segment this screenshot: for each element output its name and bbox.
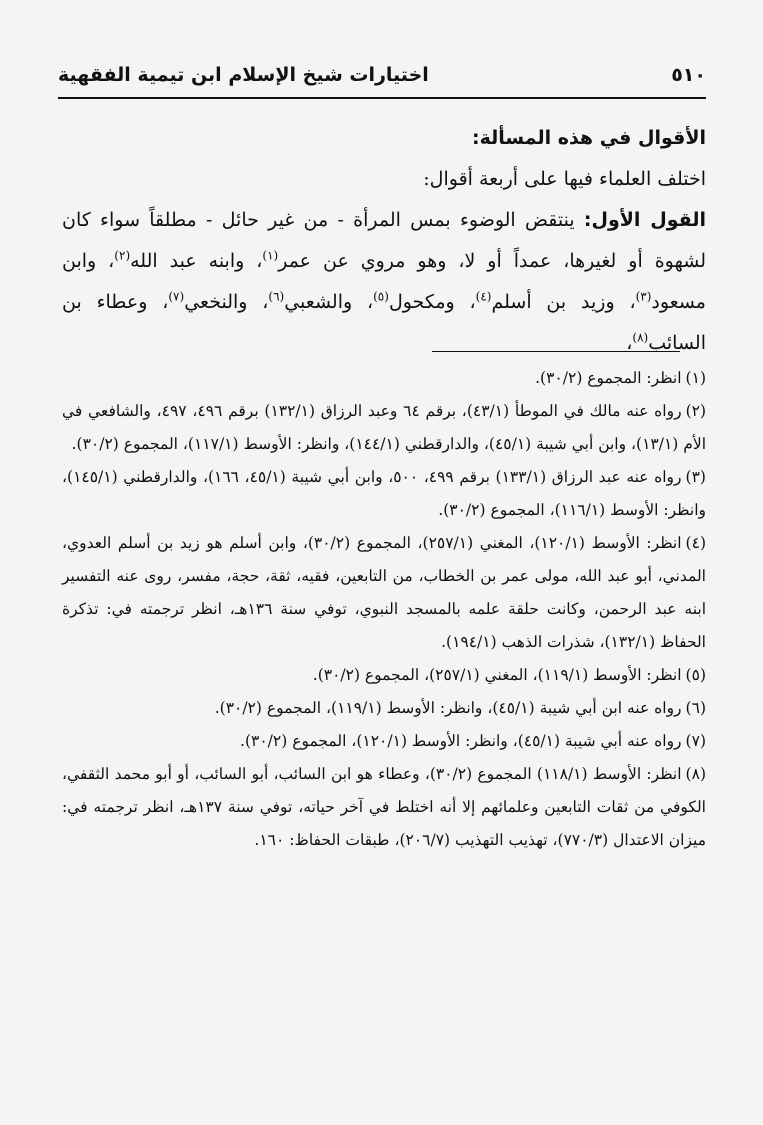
footnotes	[62, 362, 706, 857]
footnote-number: (٧)	[685, 732, 706, 750]
footnote-ref-8[interactable]: (٨)	[632, 330, 649, 345]
paragraph-text: ، والنخعي	[184, 291, 269, 313]
section-heading: الأقوال في هذه المسألة:	[472, 127, 706, 149]
paragraph-text: ، وزيد بن أسلم	[491, 291, 636, 313]
paragraph-text: ينتقض الوضوء بمس المرأة - من غير حائل - مطلقاً سواء كان لشهوة أو لغيرها، عمداً أو لا، وهو مروي عن عمر	[62, 209, 706, 272]
footnote-number: (٨)	[685, 765, 706, 783]
footnote-number: (٥)	[685, 666, 706, 684]
paragraph-text: ،	[626, 332, 633, 354]
footnote-text: رواه عنه أبي شيبة (٤٥/١)، وانظر: الأوسط (١٢٠/١)، المجموع (٣٠/٢).	[240, 732, 682, 750]
footnote-number: (٦)	[685, 699, 706, 717]
header-rule	[58, 97, 706, 99]
footnote-ref-1[interactable]: (١)	[262, 248, 279, 263]
footnote	[62, 461, 706, 527]
footnote-ref-4[interactable]: (٤)	[475, 289, 492, 304]
running-title: اختيارات شيخ الإسلام ابن تيمية الفقهية	[58, 64, 429, 86]
paragraph-text: ، والشعبي	[284, 291, 374, 313]
footnote	[62, 725, 706, 758]
paragraph-text: ، وابن مسعود	[62, 250, 706, 313]
footnote-number: (٤)	[685, 534, 706, 552]
footnote-number: (٢)	[685, 402, 707, 420]
footnote	[62, 362, 706, 395]
main-text	[62, 118, 706, 364]
intro-paragraph: اختلف العلماء فيها على أربعة أقوال:	[423, 168, 706, 190]
footnote-text: انظر: المجموع (٣٠/٢).	[535, 369, 682, 387]
first-opinion-lead: القول الأول:	[583, 209, 707, 231]
paragraph-text: ، وعطاء بن السائب	[62, 291, 706, 354]
footnote	[62, 527, 706, 659]
footnote-ref-5[interactable]: (٥)	[373, 289, 389, 304]
footnote	[62, 692, 706, 725]
footnote-number: (٣)	[685, 468, 706, 486]
footnote	[62, 659, 706, 692]
footnote-text: رواه عنه مالك في الموطأ (٤٣/١)، برقم ٦٤ وعبد الرزاق (١٣٢/١) برقم ٤٩٦، ٤٩٧، والشافعي في الأم (١٣/١)، وابن أبي شيبة (٤٥/١)، والدارقطني (١٤٤/١)، وانظر: الأوسط (١١٧/١)، المجموع (٣٠/٢).	[62, 402, 706, 453]
footnote-text: انظر: الأوسط (١١٨/١) المجموع (٣٠/٢)، وعطاء هو ابن السائب، أبو السائب، أو أبو محمد الثقفي، الكوفي من ثقات التابعين وعلمائهم إلا أنه اختلط في آخر حياته، توفي سنة ١٣٧هـ، انظر ترجمته في: ميزان الاعتدال (٧٧٠/٣)، تهذيب التهذيب (٢٠٦/٧)، طبقات الحفاظ: ١٦٠.	[62, 765, 706, 849]
footnote-separator	[432, 351, 680, 352]
paragraph-text: ، ومكحول	[388, 291, 476, 313]
page-header	[58, 60, 706, 90]
footnote-ref-3[interactable]: (٣)	[635, 289, 652, 304]
footnote-ref-2[interactable]: (٢)	[114, 248, 131, 263]
first-opinion-paragraph	[62, 200, 706, 364]
footnote-ref-7[interactable]: (٧)	[168, 289, 185, 304]
footnote-text: رواه عنه ابن أبي شيبة (٤٥/١)، وانظر: الأوسط (١١٩/١)، المجموع (٣٠/٢).	[214, 699, 682, 717]
footnote-number: (١)	[685, 369, 706, 387]
footnote-ref-6[interactable]: (٦)	[268, 289, 285, 304]
footnote-text: انظر: الأوسط (١٢٠/١)، المغني (٢٥٧/١)، المجموع (٣٠/٢)، وابن أسلم هو زيد بن أسلم العدوي، المدني، أبو عبد الله، مولى عمر بن الخطاب، من التابعين، فقيه، ثقة، حجة، مفسر، روى عنه التفسير ابنه عبد الرحمن، وكانت حلقة علمه بالمسجد النبوي، توفي سنة ١٣٦هـ، انظر ترجمته في: تذكرة الحفاظ (١٣٢/١)، شذرات الذهب (١٩٤/١).	[62, 534, 706, 651]
footnote	[62, 395, 706, 461]
footnote	[62, 758, 706, 857]
footnote-text: انظر: الأوسط (١١٩/١)، المغني (٢٥٧/١)، المجموع (٣٠/٢).	[312, 666, 682, 684]
paragraph-text: ، وابنه عبد الله	[130, 250, 263, 272]
page-number: ٥١٠	[671, 64, 706, 86]
footnote-text: رواه عنه عبد الرزاق (١٣٣/١) برقم ٤٩٩، ٥٠٠، وابن أبي شيبة (٤٥/١، ١٦٦)، والدارقطني (١٤٥/١)، وانظر: الأوسط (١١٦/١)، المجموع (٣٠/٢).	[62, 468, 706, 519]
